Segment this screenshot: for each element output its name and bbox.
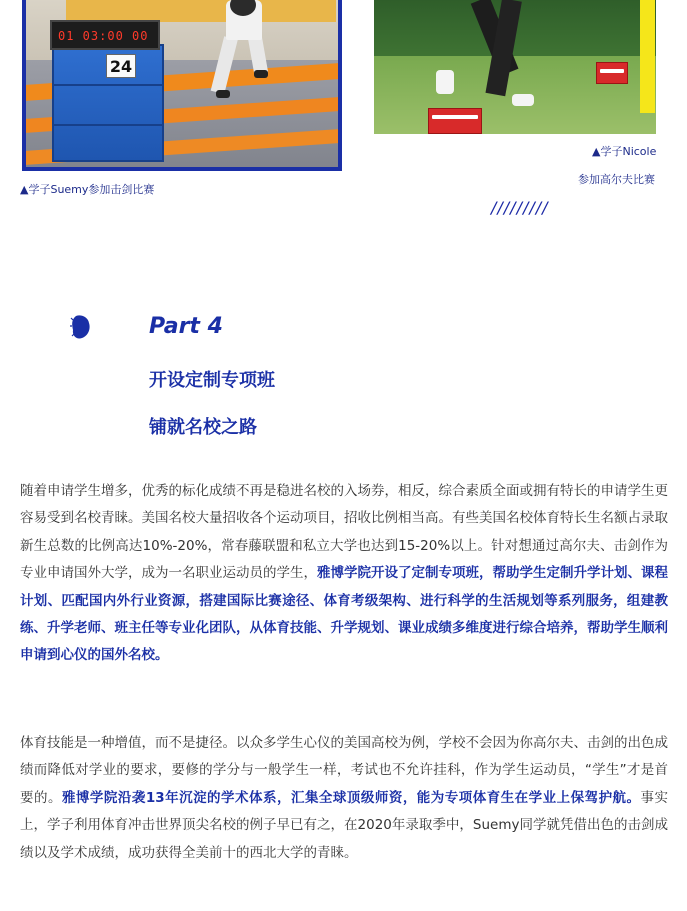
fencer-shoe bbox=[216, 90, 230, 98]
golf-caption-line-1: ▲学子Nicole bbox=[592, 145, 657, 158]
paragraph-2 bbox=[20, 730, 668, 867]
part-title: Part 4 bbox=[149, 314, 223, 339]
paragraph-1 bbox=[20, 478, 668, 670]
paragraph-1-highlight: 雅博学院开设了定制专项班，帮助学生定制升学计划、课程计划、匹配国内外行业资源，搭建国际比赛途径、体育考级架构、进行科学的生活规划等系列服务，组建教练、升学老师、班主任等专业化团队，从体育技能、升学规划、课业成绩多维度进行综合培养，帮助学生顺利申请到心仪的国外名校。 bbox=[20, 565, 668, 664]
paragraph-2-highlight: 雅博学院沿袭13年沉淀的学术体系，汇集全球顶级师资，能为专项体育生在学业上保驾护航。 bbox=[61, 789, 641, 806]
paragraph-2-text-a: 体育技能是一种增值，而不是捷径。以众多学生心仪的美国高校为例，学校不会因为你高尔夫、击剑的出色成绩而降低对学业的要求，要修的学分与一般学生一样，考试也不允许挂科，作为学生运动员，“学生”才是首要的。 bbox=[20, 735, 668, 806]
ink-brush-icon bbox=[70, 314, 92, 340]
golf-photo bbox=[374, 0, 656, 134]
paragraph-2-text-b: 事实上，学子利用体育冲击世界顶尖名校的例子早已有之，在2020年录取季中，Suemy同学就凭借出色的击剑成绩以及学术成绩，成功获得全美前十的西北大学的青睐。 bbox=[20, 789, 668, 861]
cabinet-divider bbox=[54, 124, 162, 126]
yellow-accent-bar bbox=[640, 0, 655, 113]
paragraph-1-text: 随着申请学生增多，优秀的标化成绩不再是稳进名校的入场券，相反，综合素质全面或拥有特长的申请学生更容易受到名校青睐。美国名校大量招收各个运动项目，招收比例相当高。有些美国名校体育特长生名额占录取新生总数的比例高达10%-20%，常春藤联盟和私立大学也达到15-20%以上。针对想通过高尔夫、击剑作为专业申请国外大学，成为一名职业运动员的学生， bbox=[20, 483, 668, 582]
fencer-shoe bbox=[254, 70, 268, 78]
tournament-sign bbox=[596, 62, 628, 84]
tournament-sign bbox=[428, 108, 482, 134]
piste-number-sign: 24 bbox=[106, 54, 136, 78]
venue-banner bbox=[66, 0, 336, 22]
sign-label-mark bbox=[600, 69, 624, 73]
decorative-slashes: ///////// bbox=[491, 198, 549, 217]
fencing-caption: ▲学子Suemy参加击剑比赛 bbox=[20, 183, 155, 196]
fencing-photo bbox=[22, 0, 342, 171]
sign-label-mark bbox=[432, 115, 478, 119]
golfer-shoe bbox=[512, 94, 534, 106]
scoreboard bbox=[50, 20, 160, 50]
scoreboard-digits: 01 03:00 00 bbox=[58, 29, 149, 43]
cabinet-divider bbox=[54, 84, 162, 86]
golfer-shoe bbox=[436, 70, 454, 94]
golf-caption-line-2: 参加高尔夫比赛 bbox=[578, 173, 655, 186]
section-subtitle-2: 铺就名校之路 bbox=[149, 417, 257, 438]
section-subtitle-1: 开设定制专项班 bbox=[149, 370, 275, 391]
